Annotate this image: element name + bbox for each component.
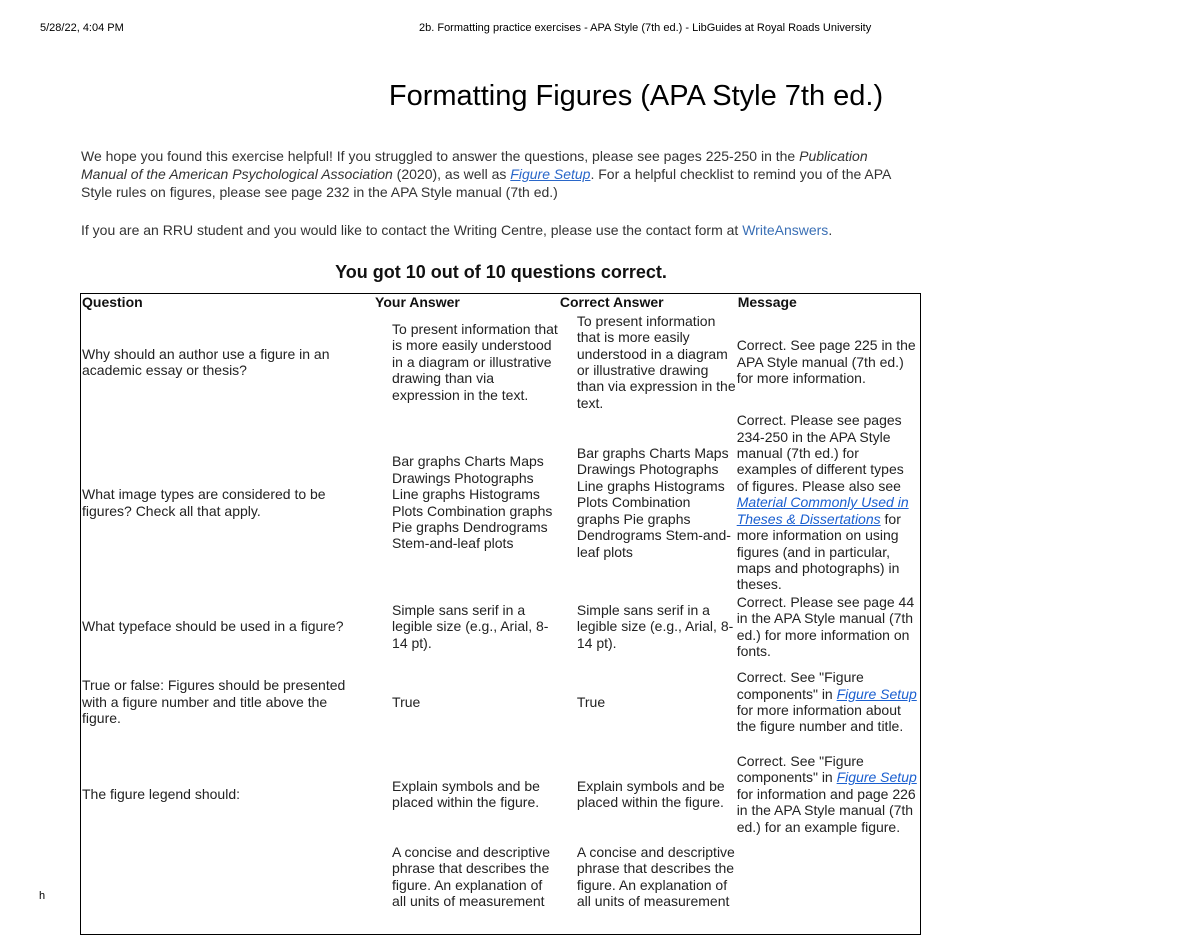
material-commonly-used-link[interactable]: Material Commonly Used in Theses & Dissertations [736, 494, 909, 527]
results-table [80, 293, 921, 935]
message-cell: Correct. Please see page 44 in the APA Style manual (7th ed.) for more information on fonts. [736, 593, 915, 659]
your-answer-cell: To present information that is more easily understood in a diagram or illustrative drawing than via expression in the text. [392, 320, 558, 403]
book-title: Publication Manual of the American Psychological Association [81, 148, 868, 182]
question-cell: The figure legend should: [82, 785, 240, 802]
figure-setup-link[interactable]: Figure Setup [836, 769, 917, 786]
intro-paragraph: We hope you found this exercise helpful! If you struggled to answer the questions, please see pages 225-250 in the Publication Manual of the American Psychological Association (2020), as well as Figure Setup. For a helpful checklist to remind you of the APA Style rules on figures, please see page 232 in the APA Style manual (7th ed.) [81, 148, 891, 200]
print-date: 5/28/22, 4:04 PM [40, 22, 124, 34]
header-your-answer: Your Answer [375, 294, 460, 310]
correct-answer-cell: To present information that is more easily understood in a diagram or illustrative drawing than via expression in the text. [576, 312, 736, 411]
your-answer-cell: Explain symbols and be placed within the figure. [392, 777, 540, 810]
table-header-row [81, 294, 921, 313]
page-edge-mark: h [39, 890, 46, 902]
correct-answer-cell: A concise and descriptive phrase that describes the figure. An explanation of all units of measurement [576, 844, 735, 910]
table-row [81, 660, 921, 744]
header-correct-answer: Correct Answer [559, 294, 664, 310]
print-page-title: 2b. Formatting practice exercises - APA Style (7th ed.) - LibGuides at Royal Roads University [419, 22, 872, 34]
table-row [81, 312, 921, 412]
question-cell: What image types are considered to be figures? Check all that apply. [82, 486, 326, 519]
page-title: Formatting Figures (APA Style 7th ed.) [388, 80, 884, 112]
message-cell: Correct. See page 225 in the APA Style manual (7th ed.) for more information. [736, 337, 916, 387]
your-answer-cell: A concise and descriptive phrase that describes the figure. An explanation of all units of measurement [392, 844, 551, 910]
correct-answer-cell: Explain symbols and be placed within the figure. [576, 777, 725, 810]
message-cell: Correct. See "Figure components" in Figure Setup for information and page 226 in the APA Style manual (7th ed.) for an example figure. [736, 752, 917, 835]
question-cell [81, 844, 375, 934]
correct-answer-cell: Simple sans serif in a legible size (e.g., Arial, 8-14 pt). [576, 601, 734, 651]
question-cell: What typeface should be used in a figure? [82, 618, 344, 635]
header-message: Message [737, 294, 797, 310]
message-cell: Correct. See "Figure components" in Figure Setup for more information about the figure number and title. [736, 669, 917, 735]
correct-answer-cell: True [576, 693, 606, 710]
your-answer-cell: Bar graphs Charts Maps Drawings Photographs Line graphs Histograms Plots Combination graphs Pie graphs Dendrograms Stem-and-leaf plots [392, 453, 553, 552]
table-row [81, 412, 921, 593]
message-cell: Correct. Please see pages 234-250 in the APA Style manual (7th ed.) for examples of different types of figures. Please also see Material Commonly Used in Theses & Dissertations for more information on using figures (and in particular, maps and photographs) in theses. [736, 412, 909, 593]
score-summary: You got 10 out of 10 questions correct. [335, 262, 667, 282]
table-row [81, 593, 921, 660]
figure-setup-link[interactable]: Figure Setup [510, 166, 591, 182]
your-answer-cell: Simple sans serif in a legible size (e.g., Arial, 8-14 pt). [392, 601, 549, 651]
message-cell [737, 844, 921, 934]
table-row [81, 744, 921, 844]
question-cell: True or false: Figures should be presented with a figure number and title above the figure. [82, 677, 346, 727]
table-row [81, 844, 921, 934]
print-header [40, 22, 1160, 36]
question-cell: Why should an author use a figure in an academic essay or thesis? [82, 345, 330, 378]
your-answer-cell: True [392, 693, 421, 710]
writeanswers-link[interactable]: WriteAnswers [742, 222, 829, 238]
header-question: Question [82, 294, 143, 310]
contact-paragraph: If you are an RRU student and you would like to contact the Writing Centre, please use the contact form at WriteAnswers. [81, 222, 833, 238]
figure-setup-link[interactable]: Figure Setup [836, 685, 917, 702]
correct-answer-cell: Bar graphs Charts Maps Drawings Photographs Line graphs Histograms Plots Combination graphs Pie graphs Dendrograms Stem-and-leaf plots [576, 445, 731, 560]
